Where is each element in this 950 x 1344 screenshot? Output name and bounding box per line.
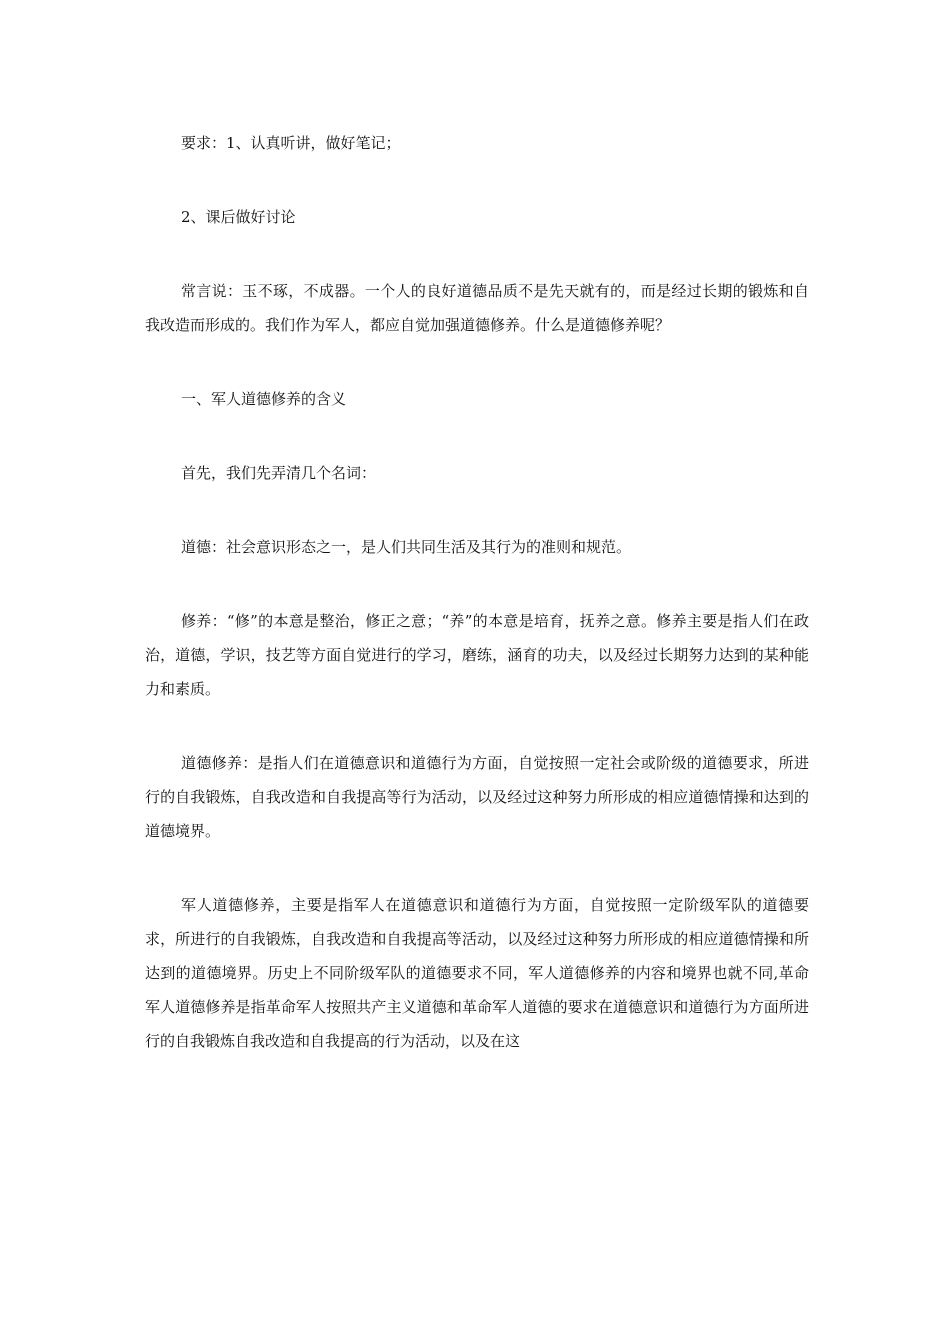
cultivation-definition: 修养：“修”的本意是整治，修正之意；“养”的本意是培育，抚养之意。修养主要是指人们在政治，道德，学识，技艺等方面自觉进行的学习，磨练，涵育的功夫，以及经过长期努力达到的某种能力和素质。 — [145, 612, 809, 698]
military-moral-cultivation-paragraph: 军人道德修养，主要是指军人在道德意识和道德行为方面，自觉按照一定阶级军队的道德要求，所进行的自我锻炼，自我改造和自我提高等活动，以及经过这种努力所形成的相应道德情操和所达到的道德境界。历史上不同阶级军队的道德要求不同，军人道德修养的内容和境界也就不同,革命军人道德修养是指革命军人按照共产主义道德和革命军人道德的要求在道德意识和道德行为方面所进行的自我锻炼自我改造和自我提高的行为活动，以及在这 — [145, 896, 809, 1050]
moral-cultivation-definition: 道德修养：是指人们在道德意识和道德行为方面，自觉按照一定社会或阶级的道德要求，所进行的自我锻炼，自我改造和自我提高等行为活动，以及经过这种努力所形成的相应道德情操和达到的道德境界。 — [145, 754, 809, 840]
section-heading: 一、军人道德修养的含义 — [181, 390, 347, 408]
discussion-paragraph: 2、课后做好讨论 — [181, 208, 296, 226]
document-body — [145, 126, 809, 1096]
intro-paragraph: 常言说：玉不琢，不成器。一个人的良好道德品质不是先天就有的，而是经过长期的锻炼和自我改造而形成的。我们作为军人，都应自觉加强道德修养。什么是道德修养呢？ — [145, 282, 809, 334]
morality-definition: 道德：社会意识形态之一，是人们共同生活及其行为的准则和规范。 — [181, 538, 632, 556]
terms-intro-paragraph: 首先，我们先弄清几个名词： — [181, 464, 377, 482]
requirement-paragraph: 要求：1、认真听讲，做好笔记； — [181, 134, 401, 152]
